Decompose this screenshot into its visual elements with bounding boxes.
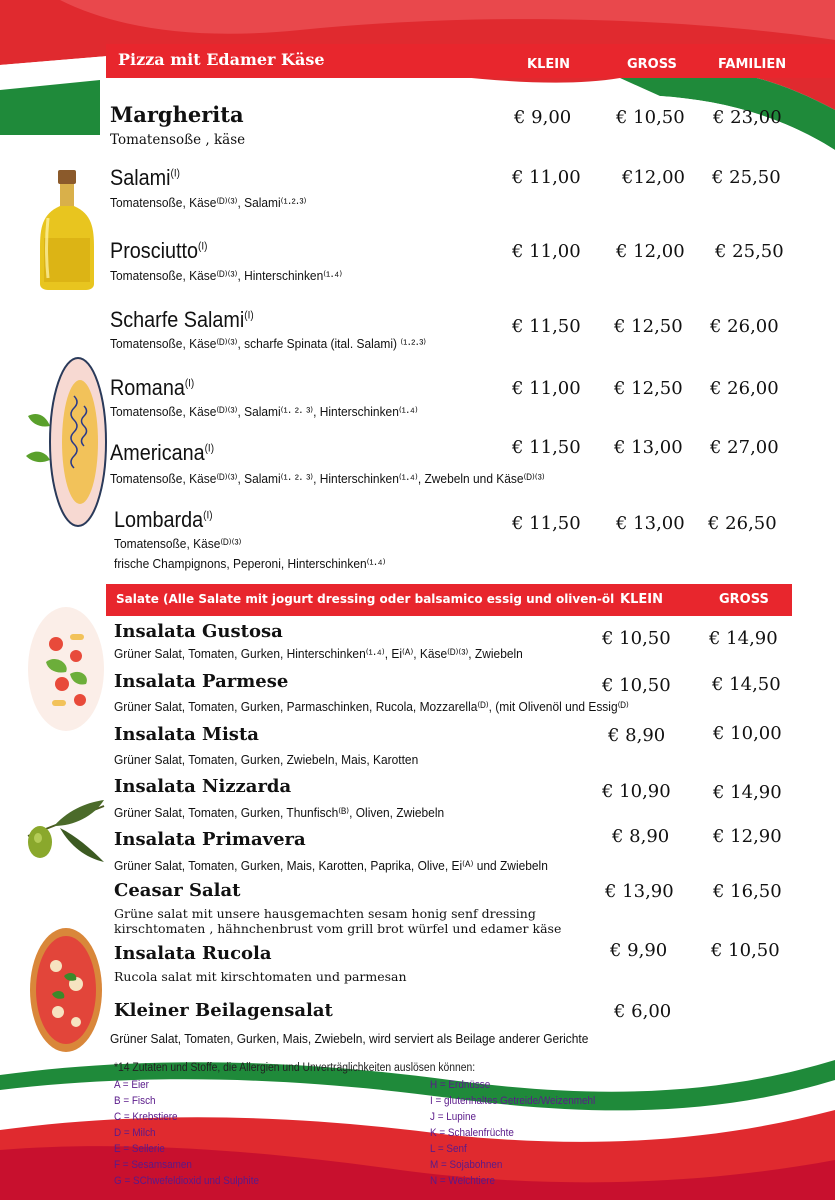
item-description-line2: kirschtomaten , hähnchenbrust vom grill brot würfel und edamer käse — [114, 921, 562, 936]
item-name — [110, 307, 254, 333]
price-klein: € 10,50 — [602, 628, 671, 649]
item-name-text: Salami — [110, 165, 171, 190]
allergen-entry: F = Sesamsamen — [114, 1159, 192, 1171]
price-gross: € 14,90 — [713, 782, 782, 803]
item-name — [110, 375, 194, 401]
item-description: Tomatensoße, Käse⁽ᴰ⁾⁽³⁾, scharfe Spinata (ital. Salami) ⁽¹·²·³⁾ — [110, 336, 427, 351]
price-klein: € 6,00 — [614, 1001, 672, 1022]
price-gross: € 13,00 — [616, 513, 685, 534]
column-familien: FAMILIEN — [718, 57, 787, 72]
allergen-entry: G = SChwefeldioxid und Sulphite — [114, 1175, 260, 1187]
price-familien: € 26,00 — [710, 378, 779, 399]
price-gross: € 12,00 — [616, 241, 685, 262]
allergen-title: *14 Zutaten und Stoffe, die Allergien und Unverträglichkeiten auslösen können: — [114, 1062, 476, 1074]
price-gross: € 10,50 — [616, 107, 685, 128]
allergen-entry: B = Fisch — [114, 1095, 156, 1107]
item-name-text: Prosciutto — [110, 238, 199, 263]
price-klein: € 9,90 — [610, 940, 668, 961]
allergen-entry: J = Lupine — [430, 1111, 476, 1123]
price-klein: € 10,50 — [602, 675, 671, 696]
price-klein: € 11,00 — [512, 241, 581, 262]
item-name — [110, 238, 207, 264]
price-klein: € 11,00 — [512, 167, 581, 188]
item-allergen-code: (I) — [184, 377, 195, 390]
item-name-text: Lombarda — [114, 507, 204, 532]
item-allergen-code: (I) — [244, 309, 254, 322]
item-allergen-code: (I) — [203, 509, 213, 522]
price-familien: € 26,50 — [708, 513, 777, 534]
item-description: Grüner Salat, Tomaten, Gurken, Mais, Karotten, Paprika, Olive, Ei⁽ᴬ⁾ und Zwiebeln — [114, 858, 548, 873]
price-gross: € 12,50 — [614, 378, 683, 399]
price-gross: € 12,90 — [713, 826, 782, 847]
item-name: Insalata Parmese — [114, 671, 289, 692]
price-klein: € 11,00 — [512, 378, 581, 399]
item-description: Tomatensoße, Käse⁽ᴰ⁾⁽³⁾, Salami⁽¹·²·³⁾ — [110, 195, 307, 210]
column-gross: GROSS — [627, 57, 677, 72]
item-name: Margherita — [110, 102, 244, 127]
price-familien: € 25,50 — [712, 167, 781, 188]
price-familien: € 23,00 — [713, 107, 782, 128]
allergen-entry: C = Krebstiere — [114, 1111, 178, 1123]
item-description-line2: frische Champignons, Peperoni, Hinterschinken⁽¹·⁴⁾ — [114, 556, 386, 571]
salad-section-header — [106, 584, 792, 616]
allergen-entry: D = Milch — [114, 1127, 156, 1139]
pasta-plate-icon — [26, 356, 108, 528]
item-name: Insalata Gustosa — [114, 621, 283, 642]
allergen-entry: A = Eier — [114, 1079, 149, 1091]
price-gross: € 13,00 — [614, 437, 683, 458]
price-familien: € 27,00 — [710, 437, 779, 458]
item-description: Tomatensoße, Käse⁽ᴰ⁾⁽³⁾, Salami⁽¹· ²· ³⁾, Hinterschinken⁽¹·⁴⁾, Zwebeln und Käse⁽ᴰ⁾⁽³⁾ — [110, 471, 545, 486]
pizza-section-title: Pizza mit Edamer Käse — [118, 50, 325, 69]
price-gross: €12,00 — [622, 167, 685, 188]
price-gross: € 10,00 — [713, 723, 782, 744]
price-gross: € 12,50 — [614, 316, 683, 337]
item-name — [110, 440, 214, 466]
allergen-entry: H = Erdnüsse — [430, 1079, 491, 1091]
item-name: Insalata Rucola — [114, 943, 272, 964]
olive-branch-icon — [24, 796, 108, 866]
item-name: Ceasar Salat — [114, 880, 241, 901]
price-gross: € 14,50 — [712, 674, 781, 695]
allergen-entry: I = glutenhaltes Getreide/Weizenmehl — [430, 1095, 596, 1107]
column-klein: KLEIN — [620, 592, 663, 607]
column-gross: GROSS — [719, 592, 769, 607]
item-description: Tomatensoße, Käse⁽ᴰ⁾⁽³⁾, Salami⁽¹· ²· ³⁾, Hinterschinken⁽¹·⁴⁾ — [110, 404, 418, 419]
item-description: Grüner Salat, Tomaten, Gurken, Hinterschinken⁽¹·⁴⁾, Ei⁽ᴬ⁾, Käse⁽ᴰ⁾⁽³⁾, Zwiebeln — [114, 646, 523, 661]
price-familien: € 25,50 — [715, 241, 784, 262]
item-description: Tomatensoße, Käse⁽ᴰ⁾⁽³⁾, Hinterschinken⁽¹·⁴⁾ — [110, 268, 343, 283]
item-description: Grüner Salat, Tomaten, Gurken, Mais, Zwiebeln, wird serviert als Beilage anderer Gerichte — [110, 1031, 589, 1046]
price-klein: € 11,50 — [512, 437, 581, 458]
item-description: Grüner Salat, Tomaten, Gurken, Zwiebeln, Mais, Karotten — [114, 752, 419, 767]
price-klein: € 8,90 — [612, 826, 670, 847]
price-klein: € 9,00 — [514, 107, 572, 128]
item-allergen-code: (I) — [204, 442, 214, 455]
price-klein: € 8,90 — [608, 725, 666, 746]
allergen-entry: E = Sellerie — [114, 1143, 165, 1155]
item-name — [110, 165, 180, 191]
price-klein: € 11,50 — [512, 513, 581, 534]
price-klein: € 11,50 — [512, 316, 581, 337]
item-name-text: Romana — [110, 375, 185, 400]
allergen-entry: M = Sojabohnen — [430, 1159, 503, 1171]
item-name-text: Americana — [110, 440, 205, 465]
item-description: Grüner Salat, Tomaten, Gurken, Parmaschinken, Rucola, Mozzarella⁽ᴰ⁾, (mit Olivenöl und Essig⁽ᴰ⁾ — [114, 699, 629, 714]
item-name — [114, 507, 213, 533]
item-description: Tomatensoße, Käse⁽ᴰ⁾⁽³⁾ — [114, 536, 242, 551]
price-gross: € 14,90 — [709, 628, 778, 649]
item-description: Grüner Salat, Tomaten, Gurken, Thunfisch⁽ᴮ⁾, Oliven, Zwiebeln — [114, 805, 445, 820]
salad-bowl-icon — [26, 604, 106, 734]
item-name-text: Scharfe Salami — [110, 307, 245, 332]
price-klein: € 10,90 — [602, 781, 671, 802]
price-gross: € 10,50 — [711, 940, 780, 961]
item-allergen-code: (I) — [198, 240, 208, 253]
item-name: Insalata Nizzarda — [114, 776, 292, 797]
item-description: Rucola salat mit kirschtomaten und parmesan — [114, 969, 407, 984]
item-name: Kleiner Beilagensalat — [114, 1000, 333, 1021]
price-familien: € 26,00 — [710, 316, 779, 337]
item-description: Tomatensoße , käse — [110, 132, 246, 148]
salad-section-title: Salate (Alle Salate mit jogurt dressing oder balsamico essig und oliven-öl — [116, 592, 615, 606]
item-name: Insalata Mista — [114, 724, 259, 745]
allergen-entry: L = Senf — [430, 1143, 467, 1155]
price-gross: € 16,50 — [713, 881, 782, 902]
item-description: Grüne salat mit unsere hausgemachten sesam honig senf dressing — [114, 906, 536, 921]
item-allergen-code: (I) — [170, 167, 180, 180]
pizza-icon — [28, 926, 104, 1054]
item-name: Insalata Primavera — [114, 829, 306, 850]
allergen-entry: N = Weichtiere — [430, 1175, 496, 1187]
price-klein: € 13,90 — [605, 881, 674, 902]
column-klein: KLEIN — [527, 57, 570, 72]
olive-oil-bottle-icon — [34, 168, 100, 290]
allergen-entry: K = Schalenfrüchte — [430, 1127, 514, 1139]
